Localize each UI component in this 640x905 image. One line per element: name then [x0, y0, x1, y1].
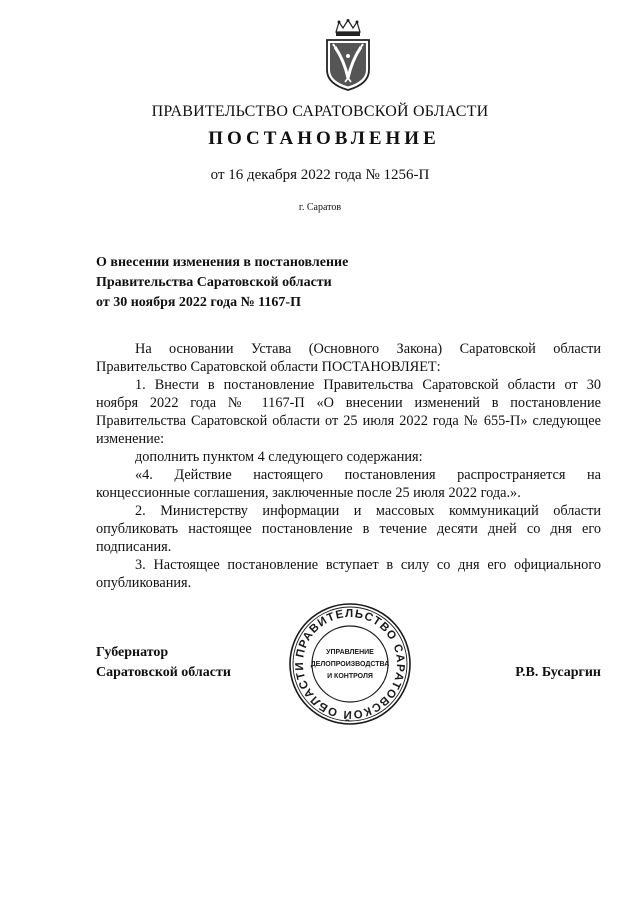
document-city: г. Саратов	[298, 202, 342, 213]
signatory-title-line: Саратовской области	[96, 665, 231, 680]
stamp-inner-line: УПРАВЛЕНИЕ	[326, 649, 374, 656]
stamp-outer-text: ПРАВИТЕЛЬСТВО САРАТОВСКОЙ ОБЛАСТИ	[293, 607, 407, 721]
body-paragraph: «4. Действие настоящего постановления распространяется на концессионные соглашения, заключенные после 25 июля 2022 года.».	[96, 467, 601, 501]
body-paragraph: 3. Настоящее постановление вступает в силу со дня его официального опубликования.	[96, 557, 601, 591]
subject-line: от 30 ноября 2022 года № 1167-П	[96, 295, 301, 310]
document-subject	[96, 253, 396, 313]
document-type-title: ПОСТАНОВЛЕНИЕ	[208, 128, 440, 149]
document-date-number: от 16 декабря 2022 года № 1256-П	[210, 167, 430, 183]
body-paragraph: На основании Устава (Основного Закона) Саратовской области Правительство Саратовской области ПОСТАНОВЛЯЕТ:	[96, 341, 601, 375]
stamp-inner-line: И КОНТРОЛЯ	[327, 673, 373, 680]
body-paragraph: дополнить пунктом 4 следующего содержания:	[135, 449, 423, 465]
document-body	[96, 340, 601, 592]
coat-of-arms-icon	[322, 18, 374, 92]
official-stamp-icon	[288, 602, 412, 726]
subject-line: Правительства Саратовской области	[96, 275, 332, 290]
stamp-inner-line: ДЕЛОПРОИЗВОДСТВА	[310, 661, 390, 668]
body-paragraph: 1. Внести в постановление Правительства Саратовской области от 30 ноября 2022 года № 1167-П «О внесении изменений в постановление Правительства Саратовской области от 25 июля 2022 года № 655-П» следующее изменение:	[96, 377, 601, 447]
signatory-title-line: Губернатор	[96, 645, 169, 660]
body-paragraph: 2. Министерству информации и массовых коммуникаций области опубликовать настоящее постановление в течение десяти дней со дня его подписания.	[96, 503, 601, 555]
government-name: ПРАВИТЕЛЬСТВО САРАТОВСКОЙ ОБЛАСТИ	[151, 103, 489, 120]
signatory-name: Р.В. Бусаргин	[515, 665, 601, 680]
signatory-title	[96, 643, 231, 683]
subject-line: О внесении изменения в постановление	[96, 255, 349, 270]
